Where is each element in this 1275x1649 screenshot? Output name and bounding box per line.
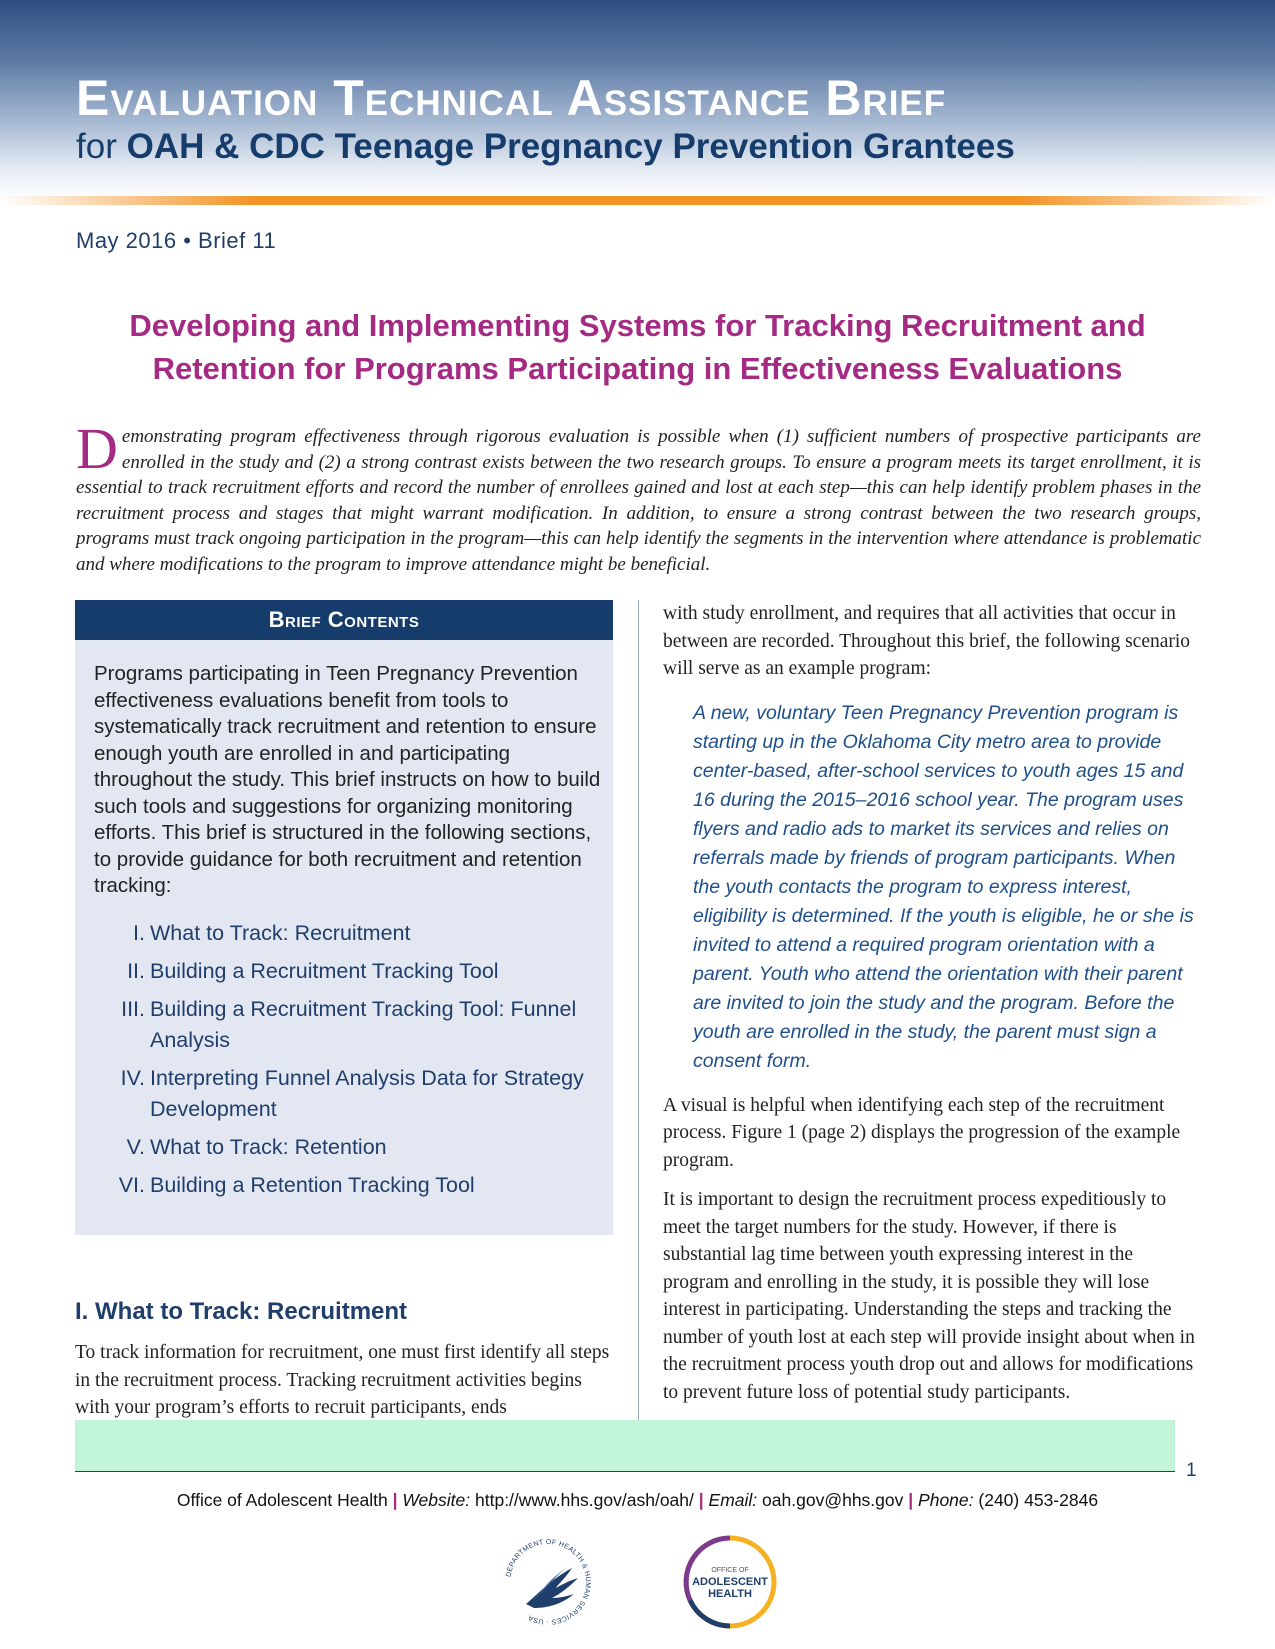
date-line: May 2016 • Brief 11 <box>76 228 277 253</box>
intro-dropcap: D <box>76 416 118 481</box>
footer-separator: | <box>698 1490 704 1510</box>
brief-series-subtitle <box>76 124 1015 170</box>
section-heading-recruitment: I. What to Track: Recruitment <box>75 1298 408 1325</box>
svg-text:DEPARTMENT OF HEALTH & HUMAN S <box>505 1539 591 1625</box>
oah-logo-office-of: OFFICE OF <box>711 1567 749 1574</box>
brief-contents-heading: Brief Contents <box>75 600 613 640</box>
footer-highlight-band <box>75 1420 1175 1472</box>
right-paragraph-3: It is important to design the recruitment process expeditiously to meet the target numbers for the study. However, if there is substantial lag time between youth expressing interest in the program and enrolling in the study, it is possible they will lose interest in participating. Understanding the steps and tracking the number of youth lost at each step will provide insight about when in the recruitment process youth drop out and allows for modifications to prevent future loss of potential study participants. <box>663 1189 1195 1403</box>
page-number: 1 <box>1186 1460 1197 1481</box>
right-paragraph-2: A visual is helpful when identifying each step of the recruitment process. Figure 1 (page 2) displays the progression of the example program. <box>663 1094 1181 1171</box>
toc-number: I. <box>133 921 145 945</box>
title-line-1: Developing and Implementing Systems for Tracking Recruitment and <box>129 308 1146 343</box>
phone-number: (240) 453-2846 <box>978 1490 1099 1510</box>
toc-label: Interpreting Funnel Analysis Data for Strategy Development <box>150 1066 584 1121</box>
toc-item[interactable] <box>110 1063 600 1125</box>
intro-text: emonstrating program effectiveness through rigorous evaluation is possible when (1) sufficient numbers of prospective participants are enrolled in the study and (2) a strong contrast exists between the two research groups. To ensure a program meets its target enrollment, it is essential to track recruitment efforts and record the number of enrollees gained and lost at each step—this can help identify problem phases in the recruitment process and stages that might warrant modification. In addition, to ensure a strong contrast between the two research groups, programs must track ongoing participation in the program—this can help identify the segments in the intervention where attendance is problematic and where modifications to the program to improve attendance might be beneficial. <box>76 426 1201 575</box>
footer-separator: | <box>908 1490 914 1510</box>
toc-number: III. <box>121 997 145 1021</box>
brief-contents-text: Programs participating in Teen Pregnancy Prevention effectiveness evaluations benefit from tools to systematically track recruitment and retention to ensure enough youth are enrolled in and participating throughout the study. This brief instructs on how to build such tools and suggestions for organizing monitoring efforts. This brief is structured in the following sections, to provide guidance for both recruitment and retention tracking: <box>94 662 601 897</box>
hhs-eagle-seal-icon <box>498 1532 598 1637</box>
page-title <box>60 304 1215 390</box>
toc-number: V. <box>126 1135 145 1159</box>
subtitle-agencies: OAH & CDC <box>126 127 325 166</box>
toc-label: What to Track: Retention <box>150 1135 387 1159</box>
email-link[interactable]: oah.gov@hhs.gov <box>762 1490 904 1510</box>
footer-rule <box>75 1471 1175 1472</box>
column-divider <box>638 600 639 1420</box>
section-paragraph: To track information for recruitment, one must first identify all steps in the recruitment process. Tracking recruitment activities begins with your program’s efforts to recruit participants, ends <box>75 1342 610 1418</box>
subtitle-rest: Teenage Pregnancy Prevention Grantees <box>324 127 1015 166</box>
toc-item[interactable] <box>110 1170 600 1201</box>
intro-paragraph <box>76 416 1201 577</box>
phone-label: Phone: <box>918 1490 974 1510</box>
toc-label: What to Track: Recruitment <box>150 921 411 945</box>
toc-item[interactable] <box>110 956 600 987</box>
oah-ring-logo-icon <box>680 1532 780 1637</box>
toc-number: II. <box>127 959 145 983</box>
toc-number: VI. <box>118 1173 145 1197</box>
toc-number: IV. <box>120 1066 145 1090</box>
email-label: Email: <box>708 1490 758 1510</box>
footer-contact <box>0 1490 1275 1511</box>
oah-logo-adolescent: ADOLESCENT <box>692 1576 768 1588</box>
example-scenario: A new, voluntary Teen Pregnancy Prevention program is starting up in the Oklahoma City metro area to provide center-based, after-school services to youth ages 15 and 16 during the 2015–2016 school year. The program uses flyers and radio ads to market its services and relies on referrals made by friends of program participants. When the youth contacts the program to express interest, eligibility is determined. If the youth is eligible, he or she is invited to attend a required program orientation with a parent. Youth who attend the orientation with their parent are invited to join the study and the program. Before the youth are enrolled in the study, the parent must sign a consent form. <box>693 701 1194 1072</box>
title-line-2: Retention for Programs Participating in Effectiveness Evaluations <box>152 351 1123 386</box>
website-link[interactable]: http://www.hhs.gov/ash/oah/ <box>475 1490 694 1510</box>
oah-logo-health: HEALTH <box>708 1588 752 1600</box>
right-paragraph-1: with study enrollment, and requires that all activities that occur in between are recorded. Throughout this brief, the following scenario will serve as an example program: <box>663 603 1191 679</box>
footer-org: Office of Adolescent Health <box>176 1490 388 1510</box>
website-label: Website: <box>402 1490 471 1510</box>
toc-label: Building a Retention Tracking Tool <box>150 1173 475 1197</box>
toc-label: Building a Recruitment Tracking Tool <box>150 959 499 983</box>
footer-separator: | <box>392 1490 398 1510</box>
header-orange-rule <box>0 196 1275 205</box>
subtitle-for: for <box>76 127 127 166</box>
toc-item[interactable] <box>110 918 600 949</box>
brief-series-title: Evaluation Technical Assistance Brief <box>76 70 947 126</box>
brief-contents-list <box>110 918 600 1208</box>
toc-item[interactable] <box>110 1132 600 1163</box>
toc-label: Building a Recruitment Tracking Tool: Funnel Analysis <box>150 997 577 1052</box>
toc-item[interactable] <box>110 994 600 1056</box>
hhs-ring-text: DEPARTMENT OF HEALTH & HUMAN SERVICES · USA <box>505 1538 592 1626</box>
right-column <box>663 600 1201 1418</box>
